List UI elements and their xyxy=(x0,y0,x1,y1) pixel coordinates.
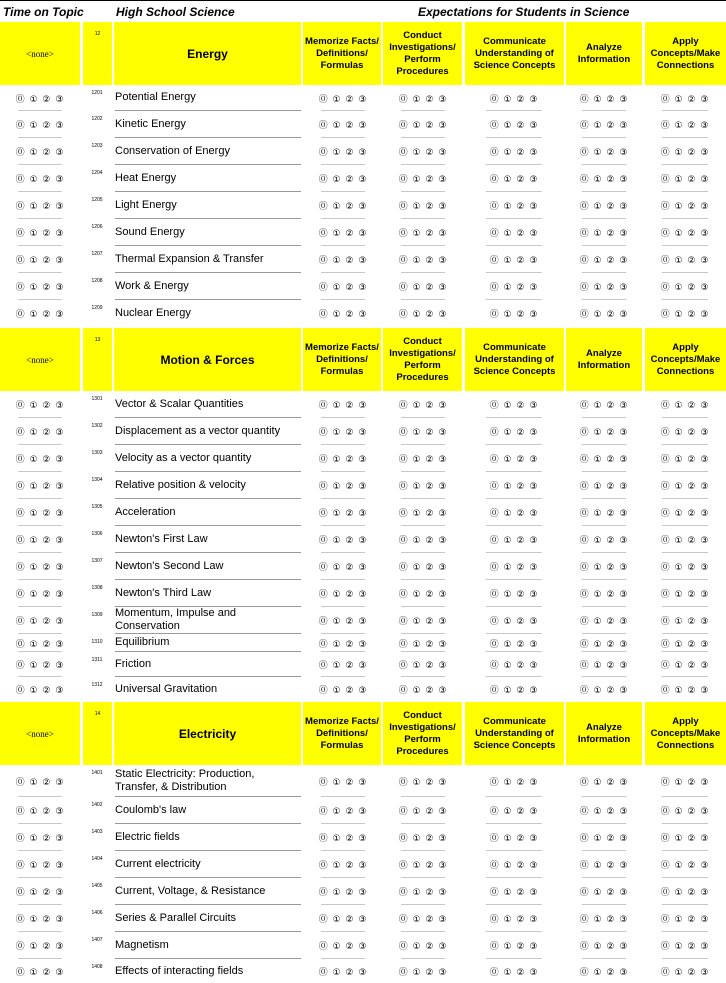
page-header xyxy=(0,0,726,23)
topic-name: Friction xyxy=(115,652,301,677)
expectation-rating-scale[interactable]: ⓪ ① ② ③ xyxy=(383,765,463,797)
topic-name: Vector & Scalar Quantities xyxy=(115,391,301,418)
expectation-rating-scale[interactable]: ⓪ ① ② ③ xyxy=(303,445,383,472)
section-title: Energy xyxy=(114,22,301,85)
topic-name: Relative position & velocity xyxy=(115,472,301,499)
topic-row-1311 xyxy=(0,652,726,677)
expectation-rating-scale[interactable]: ⓪ ① ② ③ xyxy=(565,652,643,677)
expectation-rating-scale[interactable]: ⓪ ① ② ③ xyxy=(565,165,643,192)
section-title: Motion & Forces xyxy=(114,328,301,391)
topic-row-1309 xyxy=(0,607,726,634)
expectation-rating-scale[interactable]: ⓪ ① ② ③ xyxy=(383,580,463,607)
expectation-rating-scale[interactable]: ⓪ ① ② ③ xyxy=(644,607,726,634)
expectation-rating-scale[interactable]: ⓪ ① ② ③ xyxy=(644,851,726,878)
expectation-rating-scale[interactable]: ⓪ ① ② ③ xyxy=(644,273,726,300)
expectation-rating-scale[interactable]: ⓪ ① ② ③ xyxy=(660,967,710,978)
expectation-rating-scale[interactable]: ⓪ ① ② ③ xyxy=(383,85,463,111)
expectation-rating-scale[interactable]: ⓪ ① ② ③ xyxy=(644,526,726,553)
expectation-heading: Memorize Facts/ Definitions/ Formulas xyxy=(303,328,381,391)
topic-name: Current electricity xyxy=(115,851,301,878)
topic-row-1206 xyxy=(0,219,726,246)
expectation-rating-scale[interactable]: ⓪ ① ② ③ xyxy=(565,192,643,219)
topic-name: Coulomb's law xyxy=(115,797,301,824)
expectation-rating-scale[interactable]: ⓪ ① ② ③ xyxy=(318,685,368,696)
expectation-rating-scale[interactable]: ⓪ ① ② ③ xyxy=(383,824,463,851)
expectation-rating-scale[interactable]: ⓪ ① ② ③ xyxy=(303,652,383,677)
expectation-rating-scale[interactable]: ⓪ ① ② ③ xyxy=(383,932,463,959)
expectation-rating-scale[interactable]: ⓪ ① ② ③ xyxy=(303,932,383,959)
time-rating-scale[interactable]: ⓪ ① ② ③ xyxy=(0,634,80,652)
expectation-rating-scale[interactable]: ⓪ ① ② ③ xyxy=(489,310,539,320)
topic-row-1310 xyxy=(0,634,726,652)
expectation-rating-scale[interactable]: ⓪ ① ② ③ xyxy=(464,634,564,652)
expectation-heading: Apply Concepts/Make Connections xyxy=(645,328,726,391)
expectation-rating-scale[interactable]: ⓪ ① ② ③ xyxy=(303,138,383,165)
topic-name: Newton's Second Law xyxy=(115,553,301,580)
expectation-rating-scale[interactable]: ⓪ ① ② ③ xyxy=(579,967,629,978)
topic-code: 1205 xyxy=(91,197,103,203)
expectation-rating-scale[interactable]: ⓪ ① ② ③ xyxy=(644,219,726,246)
topic-name: Nuclear Energy xyxy=(115,307,191,319)
topic-row-1201 xyxy=(0,85,726,111)
expectation-rating-scale[interactable]: ⓪ ① ② ③ xyxy=(644,192,726,219)
expectation-rating-scale[interactable]: ⓪ ① ② ③ xyxy=(644,445,726,472)
expectation-heading: Analyze Information xyxy=(566,328,642,391)
topic-code: 1406 xyxy=(91,910,103,916)
none-option[interactable]: <none> xyxy=(0,22,80,85)
time-rating-scale[interactable]: ⓪ ① ② ③ xyxy=(0,824,80,851)
expectation-rating-scale[interactable]: ⓪ ① ② ③ xyxy=(464,472,564,499)
expectation-rating-scale[interactable]: ⓪ ① ② ③ xyxy=(644,553,726,580)
expectation-rating-scale[interactable]: ⓪ ① ② ③ xyxy=(303,797,383,824)
subject-heading: High School Science xyxy=(116,5,235,19)
section-header-14 xyxy=(0,702,726,765)
topic-code: 1307 xyxy=(91,558,103,564)
expectation-rating-scale[interactable]: ⓪ ① ② ③ xyxy=(644,905,726,932)
time-rating-scale[interactable]: ⓪ ① ② ③ xyxy=(0,391,80,418)
topic-code: 1206 xyxy=(91,224,103,230)
expectation-rating-scale[interactable]: ⓪ ① ② ③ xyxy=(464,418,564,445)
topic-row-1301 xyxy=(0,391,726,418)
time-rating-scale[interactable]: ⓪ ① ② ③ xyxy=(0,219,80,246)
expectation-rating-scale[interactable]: ⓪ ① ② ③ xyxy=(303,851,383,878)
expectation-rating-scale[interactable]: ⓪ ① ② ③ xyxy=(644,418,726,445)
time-rating-scale[interactable]: ⓪ ① ② ③ xyxy=(0,797,80,824)
expectation-rating-scale[interactable]: ⓪ ① ② ③ xyxy=(303,526,383,553)
expectation-heading: Apply Concepts/Make Connections xyxy=(645,22,726,85)
expectation-rating-scale[interactable]: ⓪ ① ② ③ xyxy=(644,824,726,851)
expectation-rating-scale[interactable]: ⓪ ① ② ③ xyxy=(464,580,564,607)
topic-code: 1306 xyxy=(91,531,103,537)
section-code: 14 xyxy=(83,702,112,765)
expectation-rating-scale[interactable]: ⓪ ① ② ③ xyxy=(464,391,564,418)
expectation-rating-scale[interactable]: ⓪ ① ② ③ xyxy=(565,824,643,851)
expectation-rating-scale[interactable]: ⓪ ① ② ③ xyxy=(303,580,383,607)
expectation-rating-scale[interactable]: ⓪ ① ② ③ xyxy=(565,391,643,418)
topic-code: 1312 xyxy=(91,682,103,688)
time-rating-scale[interactable]: ⓪ ① ② ③ xyxy=(0,526,80,553)
time-rating-scale[interactable]: ⓪ ① ② ③ xyxy=(0,445,80,472)
expectation-heading: Conduct Investigations/ Perform Procedures xyxy=(383,328,462,391)
expectation-rating-scale[interactable]: ⓪ ① ② ③ xyxy=(318,310,368,320)
expectation-rating-scale[interactable]: ⓪ ① ② ③ xyxy=(464,111,564,138)
expectation-rating-scale[interactable]: ⓪ ① ② ③ xyxy=(644,765,726,797)
expectation-rating-scale[interactable]: ⓪ ① ② ③ xyxy=(303,499,383,526)
expectation-heading: Analyze Information xyxy=(566,22,642,85)
time-rating-scale[interactable]: ⓪ ① ② ③ xyxy=(0,765,80,797)
expectation-rating-scale[interactable]: ⓪ ① ② ③ xyxy=(383,391,463,418)
time-rating-scale[interactable]: ⓪ ① ② ③ xyxy=(0,273,80,300)
topic-row-1405 xyxy=(0,878,726,905)
topic-row-1403 xyxy=(0,824,726,851)
topic-code: 1207 xyxy=(91,251,103,257)
expectation-rating-scale[interactable]: ⓪ ① ② ③ xyxy=(303,165,383,192)
time-rating-scale[interactable]: ⓪ ① ② ③ xyxy=(0,580,80,607)
topic-code: 1310 xyxy=(91,639,103,645)
topic-name: Newton's First Law xyxy=(115,526,301,553)
expectation-rating-scale[interactable]: ⓪ ① ② ③ xyxy=(579,685,629,696)
expectation-rating-scale[interactable]: ⓪ ① ② ③ xyxy=(383,652,463,677)
topic-name: Effects of interacting fields xyxy=(115,964,244,977)
topic-name: Potential Energy xyxy=(115,85,301,111)
topic-row-1312 xyxy=(0,677,726,701)
expectation-rating-scale[interactable]: ⓪ ① ② ③ xyxy=(303,418,383,445)
time-rating-scale[interactable]: ⓪ ① ② ③ xyxy=(0,607,80,634)
expectation-rating-scale[interactable]: ⓪ ① ② ③ xyxy=(644,391,726,418)
expectation-rating-scale[interactable]: ⓪ ① ② ③ xyxy=(660,310,710,320)
expectation-rating-scale[interactable]: ⓪ ① ② ③ xyxy=(464,138,564,165)
time-rating-scale[interactable]: ⓪ ① ② ③ xyxy=(15,310,65,320)
none-option[interactable]: <none> xyxy=(0,328,80,391)
topic-code: 1305 xyxy=(91,504,103,510)
expectation-rating-scale[interactable]: ⓪ ① ② ③ xyxy=(579,310,629,320)
time-rating-scale[interactable]: ⓪ ① ② ③ xyxy=(0,878,80,905)
expectation-rating-scale[interactable]: ⓪ ① ② ③ xyxy=(644,499,726,526)
time-rating-scale[interactable]: ⓪ ① ② ③ xyxy=(0,192,80,219)
expectation-rating-scale[interactable]: ⓪ ① ② ③ xyxy=(565,499,643,526)
expectation-rating-scale[interactable]: ⓪ ① ② ③ xyxy=(565,553,643,580)
topic-name: Equilibrium xyxy=(115,634,301,652)
topic-name: Momentum, Impulse and Conservation xyxy=(115,607,301,634)
expectation-heading: Conduct Investigations/ Perform Procedures xyxy=(383,702,462,765)
expectation-rating-scale[interactable]: ⓪ ① ② ③ xyxy=(383,445,463,472)
topic-row-1305 xyxy=(0,499,726,526)
topic-row-1404 xyxy=(0,851,726,878)
expectation-rating-scale[interactable]: ⓪ ① ② ③ xyxy=(303,85,383,111)
topic-row-1205 xyxy=(0,192,726,219)
expectation-rating-scale[interactable]: ⓪ ① ② ③ xyxy=(565,765,643,797)
expectation-rating-scale[interactable]: ⓪ ① ② ③ xyxy=(644,932,726,959)
expectation-rating-scale[interactable]: ⓪ ① ② ③ xyxy=(383,878,463,905)
expectation-rating-scale[interactable]: ⓪ ① ② ③ xyxy=(565,607,643,634)
topic-row-1207 xyxy=(0,246,726,273)
topic-code: 1311 xyxy=(91,657,103,663)
topic-code: 1403 xyxy=(91,829,103,835)
expectation-rating-scale[interactable]: ⓪ ① ② ③ xyxy=(383,797,463,824)
topic-row-1304 xyxy=(0,472,726,499)
topic-row-1306 xyxy=(0,526,726,553)
expectation-rating-scale[interactable]: ⓪ ① ② ③ xyxy=(565,273,643,300)
expectation-rating-scale[interactable]: ⓪ ① ② ③ xyxy=(303,905,383,932)
topic-code: 1208 xyxy=(91,278,103,284)
expectation-rating-scale[interactable]: ⓪ ① ② ③ xyxy=(398,685,448,696)
expectation-rating-scale[interactable]: ⓪ ① ② ③ xyxy=(383,607,463,634)
expectation-rating-scale[interactable]: ⓪ ① ② ③ xyxy=(383,192,463,219)
expectation-rating-scale[interactable]: ⓪ ① ② ③ xyxy=(383,111,463,138)
expectation-rating-scale[interactable]: ⓪ ① ② ③ xyxy=(464,246,564,273)
expectation-rating-scale[interactable]: ⓪ ① ② ③ xyxy=(383,905,463,932)
expectation-rating-scale[interactable]: ⓪ ① ② ③ xyxy=(464,824,564,851)
expectation-rating-scale[interactable]: ⓪ ① ② ③ xyxy=(383,499,463,526)
expectation-rating-scale[interactable]: ⓪ ① ② ③ xyxy=(464,553,564,580)
time-rating-scale[interactable]: ⓪ ① ② ③ xyxy=(0,652,80,677)
expectation-rating-scale[interactable]: ⓪ ① ② ③ xyxy=(644,797,726,824)
time-rating-scale[interactable]: ⓪ ① ② ③ xyxy=(15,967,65,978)
expectation-rating-scale[interactable]: ⓪ ① ② ③ xyxy=(489,967,539,978)
topic-code: 1209 xyxy=(91,305,103,311)
expectation-heading: Conduct Investigations/ Perform Procedures xyxy=(383,22,462,85)
expectation-rating-scale[interactable]: ⓪ ① ② ③ xyxy=(383,472,463,499)
expectation-rating-scale[interactable]: ⓪ ① ② ③ xyxy=(383,634,463,652)
expectation-rating-scale[interactable]: ⓪ ① ② ③ xyxy=(464,607,564,634)
expectation-rating-scale[interactable]: ⓪ ① ② ③ xyxy=(303,273,383,300)
expectation-rating-scale[interactable]: ⓪ ① ② ③ xyxy=(644,138,726,165)
expectation-rating-scale[interactable]: ⓪ ① ② ③ xyxy=(303,607,383,634)
topic-row-1308 xyxy=(0,580,726,607)
topic-row-1302 xyxy=(0,418,726,445)
none-option[interactable]: <none> xyxy=(0,702,80,765)
topic-code: 1304 xyxy=(91,477,103,483)
expectation-rating-scale[interactable]: ⓪ ① ② ③ xyxy=(644,634,726,652)
expectation-rating-scale[interactable]: ⓪ ① ② ③ xyxy=(565,878,643,905)
expectation-rating-scale[interactable]: ⓪ ① ② ③ xyxy=(644,580,726,607)
topic-code: 1402 xyxy=(91,802,103,808)
expectation-rating-scale[interactable]: ⓪ ① ② ③ xyxy=(565,472,643,499)
expectation-rating-scale[interactable]: ⓪ ① ② ③ xyxy=(318,967,368,978)
expectation-rating-scale[interactable]: ⓪ ① ② ③ xyxy=(464,765,564,797)
topic-code: 1303 xyxy=(91,450,103,456)
expectation-rating-scale[interactable]: ⓪ ① ② ③ xyxy=(464,219,564,246)
expectation-rating-scale[interactable]: ⓪ ① ② ③ xyxy=(464,165,564,192)
topic-code: 1302 xyxy=(91,423,103,429)
topic-name: Current, Voltage, & Resistance xyxy=(115,878,301,905)
time-rating-scale[interactable]: ⓪ ① ② ③ xyxy=(0,418,80,445)
topic-row-1307 xyxy=(0,553,726,580)
expectation-rating-scale[interactable]: ⓪ ① ② ③ xyxy=(303,765,383,797)
expectation-rating-scale[interactable]: ⓪ ① ② ③ xyxy=(464,652,564,677)
topic-row-1208 xyxy=(0,273,726,300)
expectation-rating-scale[interactable]: ⓪ ① ② ③ xyxy=(303,824,383,851)
topic-row-1202 xyxy=(0,111,726,138)
section-header-13 xyxy=(0,328,726,391)
expectation-rating-scale[interactable]: ⓪ ① ② ③ xyxy=(464,192,564,219)
expectation-rating-scale[interactable]: ⓪ ① ② ③ xyxy=(565,85,643,111)
topic-name: Electric fields xyxy=(115,824,301,851)
expectation-rating-scale[interactable]: ⓪ ① ② ③ xyxy=(303,472,383,499)
topic-code: 1203 xyxy=(91,143,103,149)
topic-code: 1301 xyxy=(91,396,103,402)
expectation-rating-scale[interactable]: ⓪ ① ② ③ xyxy=(464,85,564,111)
topic-code: 1308 xyxy=(91,585,103,591)
expectation-rating-scale[interactable]: ⓪ ① ② ③ xyxy=(398,310,448,320)
expectation-rating-scale[interactable]: ⓪ ① ② ③ xyxy=(383,553,463,580)
expectation-rating-scale[interactable]: ⓪ ① ② ③ xyxy=(565,526,643,553)
expectation-rating-scale[interactable]: ⓪ ① ② ③ xyxy=(464,526,564,553)
expectation-rating-scale[interactable]: ⓪ ① ② ③ xyxy=(464,273,564,300)
expectation-rating-scale[interactable]: ⓪ ① ② ③ xyxy=(383,273,463,300)
expectation-rating-scale[interactable]: ⓪ ① ② ③ xyxy=(383,418,463,445)
expectation-rating-scale[interactable]: ⓪ ① ② ③ xyxy=(660,685,710,696)
expectation-rating-scale[interactable]: ⓪ ① ② ③ xyxy=(464,905,564,932)
expectation-rating-scale[interactable]: ⓪ ① ② ③ xyxy=(464,878,564,905)
time-rating-scale[interactable]: ⓪ ① ② ③ xyxy=(0,553,80,580)
expectation-heading: Analyze Information xyxy=(566,702,642,765)
topic-name: Light Energy xyxy=(115,192,301,219)
topic-code: 1408 xyxy=(91,964,103,970)
topic-name: Static Electricity: Production, Transfer, & Distribution xyxy=(115,765,301,797)
topic-code: 1201 xyxy=(91,90,103,96)
expectation-rating-scale[interactable]: ⓪ ① ② ③ xyxy=(464,499,564,526)
expectation-rating-scale[interactable]: ⓪ ① ② ③ xyxy=(303,246,383,273)
section-code: 13 xyxy=(83,328,112,391)
expectation-rating-scale[interactable]: ⓪ ① ② ③ xyxy=(644,165,726,192)
expectation-rating-scale[interactable]: ⓪ ① ② ③ xyxy=(565,111,643,138)
section-code: 12 xyxy=(83,22,112,85)
time-rating-scale[interactable]: ⓪ ① ② ③ xyxy=(0,138,80,165)
topic-name: Heat Energy xyxy=(115,165,301,192)
expectation-rating-scale[interactable]: ⓪ ① ② ③ xyxy=(565,797,643,824)
time-on-topic-heading: Time on Topic xyxy=(3,5,84,19)
time-rating-scale[interactable]: ⓪ ① ② ③ xyxy=(0,851,80,878)
expectation-rating-scale[interactable]: ⓪ ① ② ③ xyxy=(565,932,643,959)
expectation-rating-scale[interactable]: ⓪ ① ② ③ xyxy=(303,192,383,219)
time-rating-scale[interactable]: ⓪ ① ② ③ xyxy=(0,905,80,932)
section-title: Electricity xyxy=(114,702,301,765)
expectation-rating-scale[interactable]: ⓪ ① ② ③ xyxy=(644,652,726,677)
expectation-heading: Memorize Facts/ Definitions/ Formulas xyxy=(303,22,381,85)
expectation-rating-scale[interactable]: ⓪ ① ② ③ xyxy=(383,246,463,273)
topic-row-1402 xyxy=(0,797,726,824)
expectation-rating-scale[interactable]: ⓪ ① ② ③ xyxy=(644,878,726,905)
topic-row-1203 xyxy=(0,138,726,165)
topic-name: Conservation of Energy xyxy=(115,138,301,165)
expectation-rating-scale[interactable]: ⓪ ① ② ③ xyxy=(398,967,448,978)
expectation-rating-scale[interactable]: ⓪ ① ② ③ xyxy=(383,138,463,165)
time-rating-scale[interactable]: ⓪ ① ② ③ xyxy=(0,85,80,111)
expectation-rating-scale[interactable]: ⓪ ① ② ③ xyxy=(565,580,643,607)
expectations-heading: Expectations for Students in Science xyxy=(418,5,630,19)
expectation-rating-scale[interactable]: ⓪ ① ② ③ xyxy=(303,553,383,580)
topic-code: 1404 xyxy=(91,856,103,862)
expectation-heading: Apply Concepts/Make Connections xyxy=(645,702,726,765)
time-rating-scale[interactable]: ⓪ ① ② ③ xyxy=(0,932,80,959)
topic-code: 1401 xyxy=(91,770,103,776)
time-rating-scale[interactable]: ⓪ ① ② ③ xyxy=(0,472,80,499)
topic-row-1407 xyxy=(0,932,726,959)
expectation-rating-scale[interactable]: ⓪ ① ② ③ xyxy=(383,851,463,878)
expectation-rating-scale[interactable]: ⓪ ① ② ③ xyxy=(644,246,726,273)
expectation-rating-scale[interactable]: ⓪ ① ② ③ xyxy=(644,85,726,111)
expectation-rating-scale[interactable]: ⓪ ① ② ③ xyxy=(464,445,564,472)
topic-name: Work & Energy xyxy=(115,273,301,300)
expectation-rating-scale[interactable]: ⓪ ① ② ③ xyxy=(565,246,643,273)
topic-name: Sound Energy xyxy=(115,219,301,246)
expectation-rating-scale[interactable]: ⓪ ① ② ③ xyxy=(565,219,643,246)
expectation-heading: Communicate Understanding of Science Concepts xyxy=(465,22,564,85)
topic-name: Kinetic Energy xyxy=(115,111,301,138)
topic-row-1401 xyxy=(0,765,726,797)
expectation-rating-scale[interactable]: ⓪ ① ② ③ xyxy=(464,797,564,824)
expectation-rating-scale[interactable]: ⓪ ① ② ③ xyxy=(565,905,643,932)
expectation-rating-scale[interactable]: ⓪ ① ② ③ xyxy=(303,634,383,652)
time-rating-scale[interactable]: ⓪ ① ② ③ xyxy=(0,165,80,192)
topic-code: 1204 xyxy=(91,170,103,176)
expectation-rating-scale[interactable]: ⓪ ① ② ③ xyxy=(644,472,726,499)
topic-code: 1407 xyxy=(91,937,103,943)
topic-code: 1309 xyxy=(91,612,103,618)
time-rating-scale[interactable]: ⓪ ① ② ③ xyxy=(0,246,80,273)
expectation-rating-scale[interactable]: ⓪ ① ② ③ xyxy=(565,418,643,445)
topic-name: Displacement as a vector quantity xyxy=(115,418,301,445)
topic-code: 1202 xyxy=(91,116,103,122)
expectation-rating-scale[interactable]: ⓪ ① ② ③ xyxy=(565,634,643,652)
expectation-rating-scale[interactable]: ⓪ ① ② ③ xyxy=(565,138,643,165)
expectation-rating-scale[interactable]: ⓪ ① ② ③ xyxy=(464,932,564,959)
topic-row-1303 xyxy=(0,445,726,472)
time-rating-scale[interactable]: ⓪ ① ② ③ xyxy=(0,111,80,138)
expectation-rating-scale[interactable]: ⓪ ① ② ③ xyxy=(565,445,643,472)
expectation-rating-scale[interactable]: ⓪ ① ② ③ xyxy=(383,165,463,192)
topic-code: 1405 xyxy=(91,883,103,889)
expectation-heading: Memorize Facts/ Definitions/ Formulas xyxy=(303,702,381,765)
section-header-12 xyxy=(0,22,726,85)
expectation-rating-scale[interactable]: ⓪ ① ② ③ xyxy=(303,391,383,418)
topic-name: Acceleration xyxy=(115,499,301,526)
worksheet-body xyxy=(0,22,726,983)
expectation-rating-scale[interactable]: ⓪ ① ② ③ xyxy=(489,685,539,696)
topic-row-1204 xyxy=(0,165,726,192)
topic-name: Newton's Third Law xyxy=(115,580,301,607)
expectation-heading: Communicate Understanding of Science Concepts xyxy=(465,702,564,765)
topic-row-1406 xyxy=(0,905,726,932)
expectation-rating-scale[interactable]: ⓪ ① ② ③ xyxy=(303,219,383,246)
topic-row-1408 xyxy=(0,959,726,983)
topic-name: Magnetism xyxy=(115,932,301,959)
expectation-rating-scale[interactable]: ⓪ ① ② ③ xyxy=(644,111,726,138)
expectation-rating-scale[interactable]: ⓪ ① ② ③ xyxy=(303,111,383,138)
topic-name: Thermal Expansion & Transfer xyxy=(115,246,301,273)
expectation-rating-scale[interactable]: ⓪ ① ② ③ xyxy=(565,851,643,878)
expectation-rating-scale[interactable]: ⓪ ① ② ③ xyxy=(464,851,564,878)
time-rating-scale[interactable]: ⓪ ① ② ③ xyxy=(15,685,65,696)
topic-name: Universal Gravitation xyxy=(115,682,218,695)
expectation-rating-scale[interactable]: ⓪ ① ② ③ xyxy=(383,219,463,246)
topic-name: Velocity as a vector quantity xyxy=(115,445,301,472)
topic-row-1209 xyxy=(0,300,726,327)
expectation-rating-scale[interactable]: ⓪ ① ② ③ xyxy=(383,526,463,553)
expectation-rating-scale[interactable]: ⓪ ① ② ③ xyxy=(303,878,383,905)
topic-name: Series & Parallel Circuits xyxy=(115,905,301,932)
time-rating-scale[interactable]: ⓪ ① ② ③ xyxy=(0,499,80,526)
expectation-heading: Communicate Understanding of Science Concepts xyxy=(465,328,564,391)
